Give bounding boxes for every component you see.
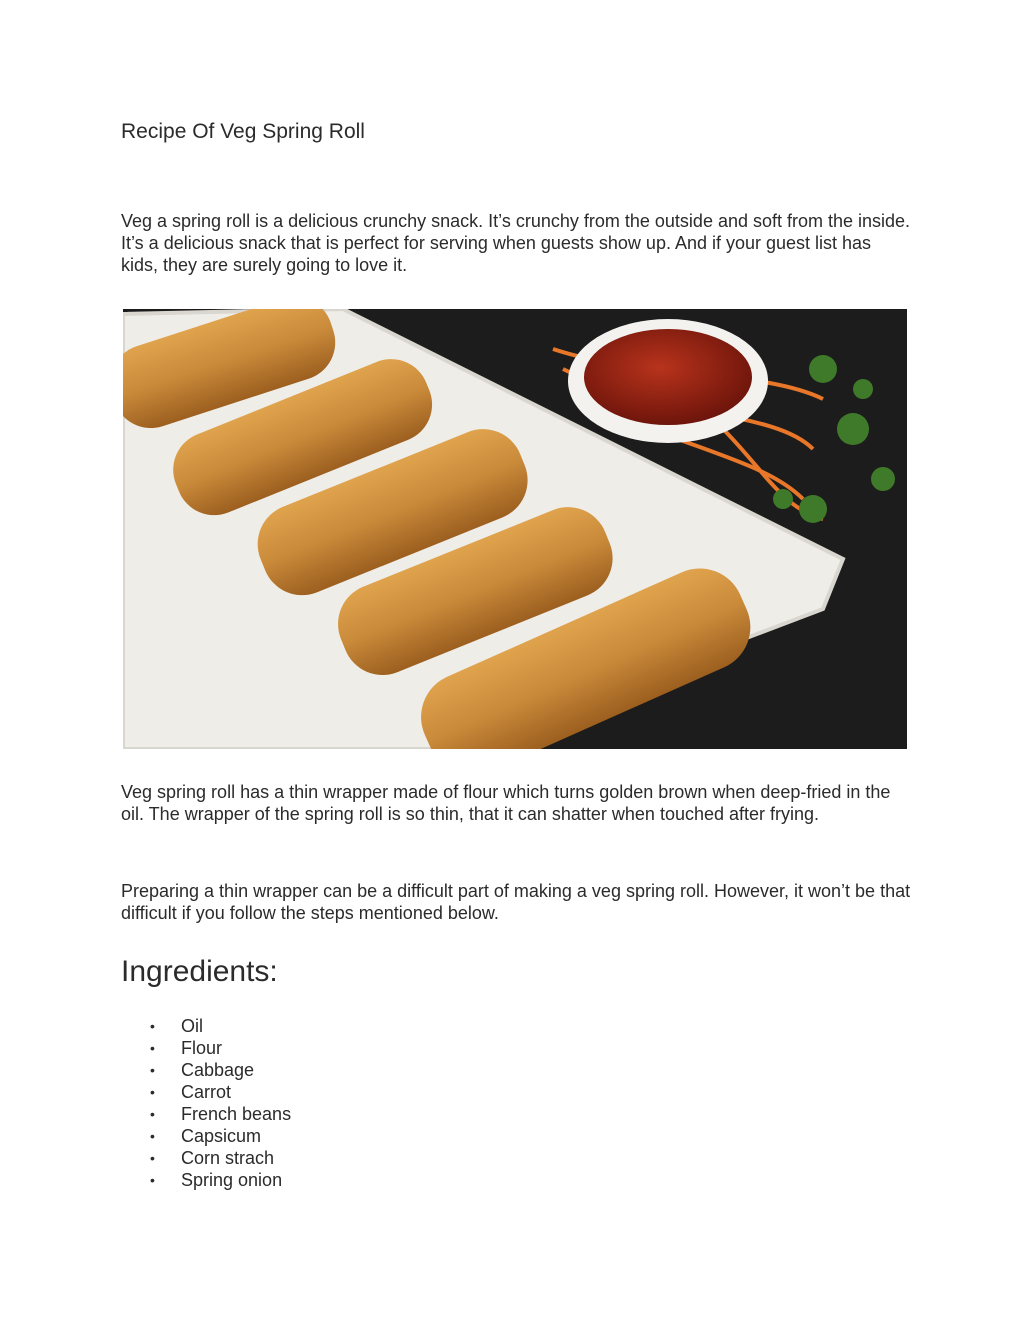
list-item bbox=[121, 1169, 291, 1191]
ingredient-label: French beans bbox=[181, 1104, 292, 1124]
ingredient-label: Cabbage bbox=[181, 1060, 255, 1080]
ingredient-label: Capsicum bbox=[181, 1126, 262, 1146]
wrapper-paragraph: Veg spring roll has a thin wrapper made of flour which turns golden brown when deep-fried in the oil. The wrapper of the spring roll is so thin, that it can shatter when touched after frying. bbox=[121, 782, 891, 824]
bullet-icon: • bbox=[150, 1128, 155, 1144]
bullet-icon: • bbox=[150, 1084, 155, 1100]
list-item bbox=[121, 1147, 291, 1169]
recipe-title: Recipe Of Veg Spring Roll bbox=[121, 120, 365, 143]
ingredients-list bbox=[121, 1015, 291, 1191]
ingredient-label: Spring onion bbox=[181, 1170, 283, 1190]
ingredient-label: Carrot bbox=[181, 1082, 232, 1102]
bullet-icon: • bbox=[150, 1062, 155, 1078]
bullet-icon: • bbox=[150, 1172, 155, 1188]
bullet-icon: • bbox=[150, 1018, 155, 1034]
intro-paragraph: Veg a spring roll is a delicious crunchy snack. It’s crunchy from the outside and soft from the inside. It’s a delicious snack that is perfect for serving when guests show up. And if your guest list has kids, they are surely going to love it. bbox=[121, 211, 911, 275]
list-item bbox=[121, 1037, 291, 1059]
list-item bbox=[121, 1125, 291, 1147]
ingredient-label: Oil bbox=[181, 1016, 203, 1036]
list-item bbox=[121, 1103, 291, 1125]
spring-roll-photo bbox=[123, 309, 907, 749]
ingredient-label: Flour bbox=[181, 1038, 223, 1058]
list-item bbox=[121, 1015, 291, 1037]
bullet-icon: • bbox=[150, 1106, 155, 1122]
list-item bbox=[121, 1059, 291, 1081]
sauce-bowl bbox=[568, 319, 768, 443]
bullet-icon: • bbox=[150, 1150, 155, 1166]
preparation-paragraph: Preparing a thin wrapper can be a difficult part of making a veg spring roll. However, it won’t be that difficult if you follow the steps mentioned below. bbox=[121, 881, 911, 923]
list-item bbox=[121, 1081, 291, 1103]
ingredient-label: Corn strach bbox=[181, 1148, 275, 1168]
ingredients-heading: Ingredients: bbox=[121, 955, 278, 988]
bullet-icon: • bbox=[150, 1040, 155, 1056]
